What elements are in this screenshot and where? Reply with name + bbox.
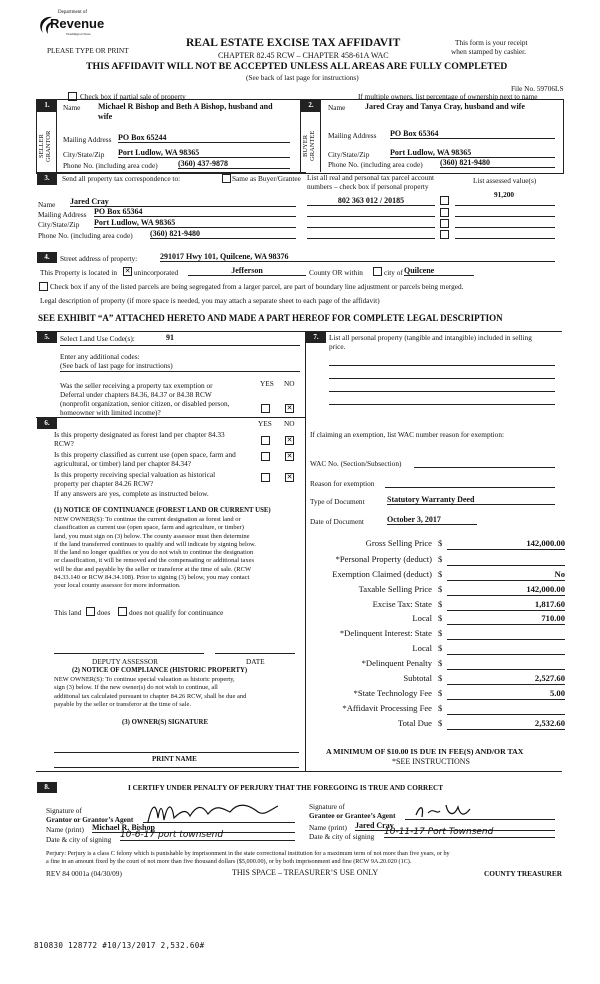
exemption-reason-label: Reason for exemption (310, 479, 375, 488)
perjury-text-1: Perjury: Perjury is a class C felony which is punishable by imprisonment in the state correctional institution for a maximum term of not more than five years, or by (46, 850, 450, 857)
s5-yes-checkbox[interactable] (261, 404, 270, 413)
section-2-number: 2. (301, 100, 321, 112)
grantor-name-label: Name (print) (46, 825, 84, 834)
calc-dollar-sign: $ (438, 628, 443, 638)
parcel-label-2: numbers – check box if personal property (307, 182, 429, 191)
city-value: Quilcene (404, 266, 474, 276)
county-value: Jefferson (188, 266, 306, 276)
grantee-date-label: Date & city of signing (309, 832, 375, 841)
does-label: does (97, 608, 111, 617)
buyer-city-label: City/State/Zip (328, 150, 370, 159)
s5-q-line-1: Was the seller receiving a property tax exemption or (60, 381, 213, 390)
s6-q1-yes-checkbox[interactable] (261, 436, 270, 445)
form-revision: REV 84 0001a (04/30/09) (46, 869, 122, 878)
county-or-label: County OR within (309, 268, 363, 277)
s6-q3-no-checkbox[interactable]: ✕ (286, 473, 293, 481)
does-not-label: does not qualify for continuance (129, 608, 224, 617)
street-value: 291017 Hwy 101, Quilcene, WA 98376 (160, 252, 555, 262)
seller-name-cont: wife (98, 112, 113, 121)
calc-value: No (447, 569, 565, 581)
print-name-label: PRINT NAME (152, 755, 197, 763)
calc-label: Local (412, 643, 432, 653)
corr-name-label: Name (38, 200, 56, 209)
logo-sub-text: Washington State (66, 32, 91, 36)
parcel-number: 802 363 012 / 20185 (307, 196, 435, 206)
deputy-assessor-label: DEPUTY ASSESSOR (92, 657, 159, 666)
exemption-wac-label: If claiming an exemption, list WAC number reason for exemption: (310, 430, 504, 439)
city-checkbox[interactable] (373, 267, 382, 276)
personal-property-checkbox-4[interactable] (440, 230, 449, 239)
personal-property-checkbox-1[interactable] (440, 196, 449, 205)
form-title: REAL ESTATE EXCISE TAX AFFIDAVIT (186, 37, 401, 49)
calc-label: Excise Tax: State (372, 599, 432, 609)
calc-label: Exemption Claimed (deduct) (332, 569, 432, 579)
tax-correspondence-label: Send all property tax correspondence to: (62, 174, 181, 183)
buyer-name-value: Jared Cray and Tanya Cray, husband and wife (365, 102, 525, 111)
calc-value (447, 658, 565, 670)
calc-dollar-sign: $ (438, 569, 443, 579)
buyer-mail-label: Mailing Address (328, 131, 377, 140)
corr-city-value: Port Ludlow, WA 98365 (94, 218, 296, 228)
buyer-name-label: Name (328, 103, 346, 112)
receipt-note-1: This form is your receipt (455, 38, 528, 47)
notice-compliance-title: (2) NOTICE OF COMPLIANCE (HISTORIC PROPERTY) (72, 667, 248, 674)
calc-label: Total Due (397, 718, 432, 728)
calc-dollar-sign: $ (438, 584, 443, 594)
calc-value: 2,527.60 (447, 673, 565, 685)
section-7-number: 7. (306, 332, 326, 343)
calc-value (447, 628, 565, 640)
calc-value: 142,000.00 (447, 584, 565, 596)
document-date-value: October 3, 2017 (387, 515, 477, 525)
partial-sale-label: Check box if partial sale of property (80, 92, 186, 101)
personal-property-checkbox-3[interactable] (440, 219, 449, 228)
buyer-phone-label: Phone No. (including area code) (328, 160, 423, 169)
corr-name-value: Jared Cray (70, 197, 296, 207)
notice-compliance-body: NEW OWNER(S): To continue special valuation as historic property, sign (3) below. If the new owner(s) do not wish to continue, all additional tax calculated pursuant to chapter 84.26 RCW, shall be due and payable by the seller or transferor at the time of sale. (54, 676, 247, 708)
seller-side-label: SELLER GRANTOR (38, 130, 52, 162)
corr-phone-label: Phone No. (including area code) (38, 231, 133, 240)
grantee-date-value: 10-11-17 Port Townsend (384, 827, 555, 838)
document-type-value: Statutory Warranty Deed (387, 495, 555, 505)
calc-dollar-sign: $ (438, 718, 443, 728)
s5-no-header: NO (284, 379, 295, 388)
parcel-label-1: List all real and personal tax parcel account (307, 173, 435, 182)
calc-dollar-sign: $ (438, 613, 443, 623)
calc-label: Taxable Selling Price (358, 584, 432, 594)
grantor-date-value: 10-6-17 port townsend (120, 830, 295, 841)
calc-value: 5.00 (447, 688, 565, 700)
corr-mail-value: PO Box 65364 (94, 207, 296, 217)
same-as-buyer-label: Same as Buyer/Grantee (232, 174, 301, 183)
warning-text: THIS AFFIDAVIT WILL NOT BE ACCEPTED UNLESS ALL AREAS ARE FULLY COMPLETED (86, 61, 508, 72)
calc-label: *Delinquent Penalty (361, 658, 432, 668)
seller-name-value: Michael R Bishop and Beth A Bishop, husband and (98, 102, 273, 111)
minimum-fee-note: A MINIMUM OF $10.00 IS DUE IN FEE(S) AND/OR TAX (326, 747, 524, 756)
land-use-value: 91 (166, 333, 174, 342)
s6-q1-line-1: Is this property designated as forest land per chapter 84.33 (54, 430, 225, 439)
section-4-number: 4. (37, 252, 57, 263)
unincorporated-label: unincorporated (134, 268, 179, 277)
calc-dollar-sign: $ (438, 658, 443, 668)
calc-dollar-sign: $ (438, 538, 443, 548)
s5-q-line-3: (nonprofit organization, senior citizen, or disabled person, (60, 399, 230, 408)
s5-yes-header: YES (260, 379, 274, 388)
logo-top-text: Department of (58, 10, 88, 15)
grantee-name-value: Jared Cray (355, 821, 555, 831)
s6-q3-line-1: Is this property receiving special valuation as historical (54, 470, 216, 479)
grantor-signature-label-2: Grantor or Grantor’s Agent (46, 815, 134, 824)
seller-phone-label: Phone No. (including area code) (63, 161, 158, 170)
grantor-name-value: Michael R. Bishop (92, 823, 295, 833)
logo-main-text: Revenue (50, 16, 105, 31)
buyer-side-label: BUYER GRANTEE (302, 130, 316, 162)
calc-dollar-sign: $ (438, 643, 443, 653)
s5-no-checkbox[interactable]: ✕ (286, 404, 293, 412)
calc-value (447, 703, 565, 715)
same-as-buyer-checkbox[interactable] (222, 174, 231, 183)
grantor-signature-icon (146, 798, 294, 826)
document-date-label: Date of Document (310, 517, 364, 526)
grantee-signature-label-2: Grantee or Grantee’s Agent (309, 811, 396, 820)
additional-codes-note: (See back of last page for instructions) (60, 361, 173, 370)
calc-value (447, 554, 565, 566)
section-1-number: 1. (37, 100, 57, 112)
receipt-note-2: when stamped by cashier. (451, 47, 526, 56)
assessed-value: 91,200 (494, 190, 515, 199)
grantor-date-label: Date & city of signing (46, 835, 112, 844)
s6-q1-line-2: RCW? (54, 439, 74, 448)
calc-dollar-sign: $ (438, 599, 443, 609)
unincorporated-checkbox[interactable]: ✕ (124, 267, 131, 275)
revenue-logo (36, 10, 105, 40)
s6-q2-line-1: Is this property classified as current use (open space, farm and (54, 450, 236, 459)
calc-dollar-sign: $ (438, 554, 443, 564)
wac-number-label: WAC No. (Section/Subsection) (310, 459, 402, 468)
personal-property-checkbox-2[interactable] (440, 208, 449, 217)
does-qualify-checkbox[interactable] (86, 607, 95, 616)
assessed-value-label: List assessed value(s) (473, 176, 537, 185)
personal-property-label-1: List all personal property (tangible and intangible) included in selling (329, 333, 532, 342)
assessor-date-label: DATE (246, 657, 265, 666)
segregated-label: Check box if any of the listed parcels are being segregated from a larger parcel, are part of boundary line adjustment or parcels being merged. (50, 282, 464, 291)
notice-continuance-title: (1) NOTICE OF CONTINUANCE (FOREST LAND OR CURRENT USE) (54, 507, 271, 514)
type-or-print: PLEASE TYPE OR PRINT (47, 46, 129, 55)
this-land-label: This land (54, 608, 82, 617)
grantee-name-label: Name (print) (309, 823, 347, 832)
section-3-number: 3. (37, 173, 57, 185)
calc-value: 2,532.60 (447, 718, 565, 730)
calc-label: *Affidavit Processing Fee (342, 703, 432, 713)
buyer-phone-value: (360) 821-9480 (440, 158, 555, 168)
see-instructions-note: *SEE INSTRUCTIONS (392, 757, 471, 766)
seller-phone-value: (360) 437-9878 (178, 159, 290, 169)
perjury-text-2: a fine in an amount fixed by the court of not more than five thousand dollars ($5,000.00), or by both imprisonment and fine (RCW 9A.20.020 (1C). (46, 858, 412, 865)
perjury-certify: I CERTIFY UNDER PENALTY OF PERJURY THAT THE FOREGOING IS TRUE AND CORRECT (128, 784, 443, 792)
multiple-owners-note: If multiple owners, list percentage of ownership next to name (358, 92, 538, 101)
calc-value: 1,817.60 (447, 599, 565, 611)
s6-no-header: NO (284, 419, 295, 428)
legal-description-label: Legal description of property (if more space is needed, you may attach a separate sheet to each page of the affidavit) (40, 296, 380, 305)
s6-q3-line-2: property per chapter 84.26 RCW? (54, 479, 154, 488)
calc-label: Subtotal (403, 673, 432, 683)
calc-value: 142,000.00 (447, 538, 565, 550)
s5-q-line-4: homeowner with limited income)? (60, 408, 161, 417)
see-back-note: (See back of last page for instructions) (246, 73, 359, 82)
calc-value: 710.00 (447, 613, 565, 625)
calc-dollar-sign: $ (438, 688, 443, 698)
s6-instructions: If any answers are yes, complete as instructed below. (54, 489, 209, 498)
s6-yes-header: YES (258, 419, 272, 428)
land-use-label: Select Land Use Code(s): (60, 334, 135, 343)
located-label: This Property is located in (40, 268, 118, 277)
does-not-qualify-checkbox[interactable] (118, 607, 127, 616)
owner-signature-label: (3) OWNER(S) SIGNATURE (122, 719, 208, 726)
seller-mail-label: Mailing Address (63, 135, 112, 144)
calc-label: Gross Selling Price (365, 538, 432, 548)
calc-dollar-sign: $ (438, 703, 443, 713)
calc-label: *Personal Property (deduct) (335, 554, 432, 564)
seller-city-value: Port Ludlow, WA 98365 (118, 148, 290, 158)
county-treasurer-label: COUNTY TREASURER (484, 869, 563, 878)
document-type-label: Type of Document (310, 497, 365, 506)
segregated-checkbox[interactable] (39, 282, 48, 291)
additional-codes-label: Enter any additional codes: (60, 352, 140, 361)
personal-property-label-2: price. (329, 342, 346, 351)
buyer-mail-value: PO Box 65364 (390, 129, 555, 139)
section-5-number: 5. (37, 332, 57, 343)
s5-q-line-2: Deferral under chapters 84.36, 84.37 or 84.38 RCW (60, 390, 212, 399)
section-6-number: 6. (37, 418, 57, 429)
calc-dollar-sign: $ (438, 673, 443, 683)
grantee-signature-icon (412, 801, 482, 821)
calc-value (447, 643, 565, 655)
section-8-number: 8. (37, 782, 57, 793)
grantee-signature-label-1: Signature of (309, 802, 345, 811)
s6-q2-yes-checkbox[interactable] (261, 452, 270, 461)
treasurer-space-label: THIS SPACE – TREASURER’S USE ONLY (232, 868, 379, 877)
corr-phone-value: (360) 821-9480 (150, 229, 296, 239)
seller-mail-value: PO Box 65244 (118, 133, 290, 143)
form-subtitle: CHAPTER 82.45 RCW – CHAPTER 458-61A WAC (218, 51, 389, 60)
calc-label: *State Technology Fee (353, 688, 432, 698)
cashier-stamp: 810830 128772 #10/13/2017 2,532.60# (34, 941, 205, 950)
buyer-city-value: Port Ludlow, WA 98365 (390, 148, 555, 158)
seller-name-label: Name (63, 103, 81, 112)
file-number: File No. 59706LS (511, 84, 564, 93)
city-of-label: city of (384, 268, 403, 277)
s6-q1-no-checkbox[interactable]: ✕ (286, 436, 293, 444)
street-label: Street address of property: (60, 254, 138, 263)
seller-city-label: City/State/Zip (63, 150, 105, 159)
exhibit-note: SEE EXHIBIT “A” ATTACHED HERETO AND MADE A PART HEREOF FOR COMPLETE LEGAL DESCRIPTION (38, 313, 503, 323)
grantor-signature-label-1: Signature of (46, 806, 82, 815)
corr-mail-label: Mailing Address (38, 210, 87, 219)
s6-q3-yes-checkbox[interactable] (261, 473, 270, 482)
s6-q2-no-checkbox[interactable]: ✕ (286, 452, 293, 460)
calc-label: Local (412, 613, 432, 623)
calc-label: *Delinquent Interest: State (339, 628, 432, 638)
s6-q2-line-2: agricultural, or timber) land per chapter 84.34? (54, 459, 191, 468)
notice-continuance-body: NEW OWNER(S): To continue the current designation as forest land or classification as current use (open space, farm and agriculture, or timber) land, you must sign on (3) below. The county assessor must then determine if the land transferred continues to qualify and will indicate by signing below. If the land no longer qualifies or you do not wish to continue the designation or classification, it will be removed and the compensating or additional taxes will be due and payable by the seller or transferor at the time of sale. (RCW 84.33.140 or RCW 84.34.108). Prior to signing (3) below, you may contact your local county assessor for more information. (54, 516, 256, 590)
corr-city-label: City/State/Zip (38, 220, 80, 229)
